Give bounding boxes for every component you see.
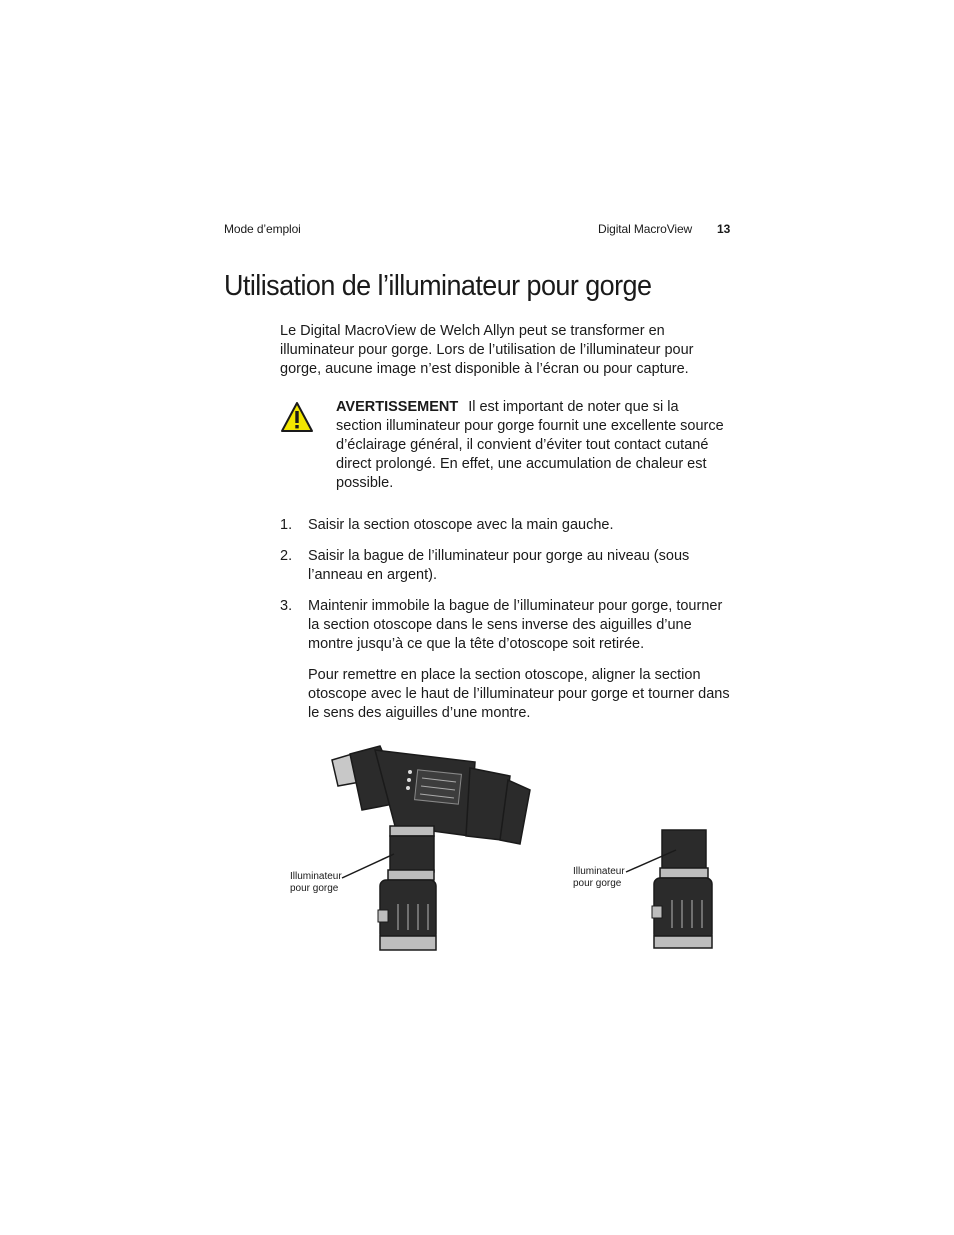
step-text: Maintenir immobile la bague de l’illuminateur pour gorge, tourner la section otoscope dans le sens inverse des aiguilles d’une montre jusqu’à ce que la tête d’otoscope soit retirée. xyxy=(308,598,723,652)
running-header-left: Mode d’emploi xyxy=(224,222,301,236)
page-number: 13 xyxy=(717,222,731,236)
step-number: 3. xyxy=(280,598,293,614)
step-text: Saisir la bague de l’illuminateur pour gorge au niveau (sous l’anneau en argent). xyxy=(308,548,690,583)
reassembly-note: Pour remettre en place la section otoscope, aligner la section otoscope avec le haut de l’illuminateur pour gorge et tourner dans le sens des aiguilles d’une montre. xyxy=(308,667,730,721)
callout-label-right: Illuminateur pour gorge xyxy=(573,866,625,889)
warning-text: Il est important de noter que si la section illuminateur pour gorge fournit une excellente source d’éclairage général, il convient d’éviter tout contact cutané direct prolongé. En effet, une accumulation de chaleur est possible. xyxy=(336,399,724,491)
step-number: 1. xyxy=(280,517,293,533)
otoscope-assembled-illustration xyxy=(332,746,530,950)
step-number: 2. xyxy=(280,548,293,564)
warning-triangle-icon xyxy=(280,401,314,433)
running-header-product: Digital MacroView xyxy=(598,222,693,236)
step-text: Saisir la section otoscope avec la main gauche. xyxy=(308,517,614,533)
page-title: Utilisation de l’illuminateur pour gorge xyxy=(224,270,652,302)
callout-label-left: Illuminateur pour gorge xyxy=(290,871,342,894)
warning-label: AVERTISSEMENT xyxy=(336,399,459,415)
warning-block xyxy=(336,398,726,493)
device-figure xyxy=(280,740,740,960)
intro-paragraph: Le Digital MacroView de Welch Allyn peut se transformer en illuminateur pour gorge. Lors de l’utilisation de l’illuminateur pour gorge, aucune image n’est disponible à l’écran ou pour capture. xyxy=(280,323,694,377)
